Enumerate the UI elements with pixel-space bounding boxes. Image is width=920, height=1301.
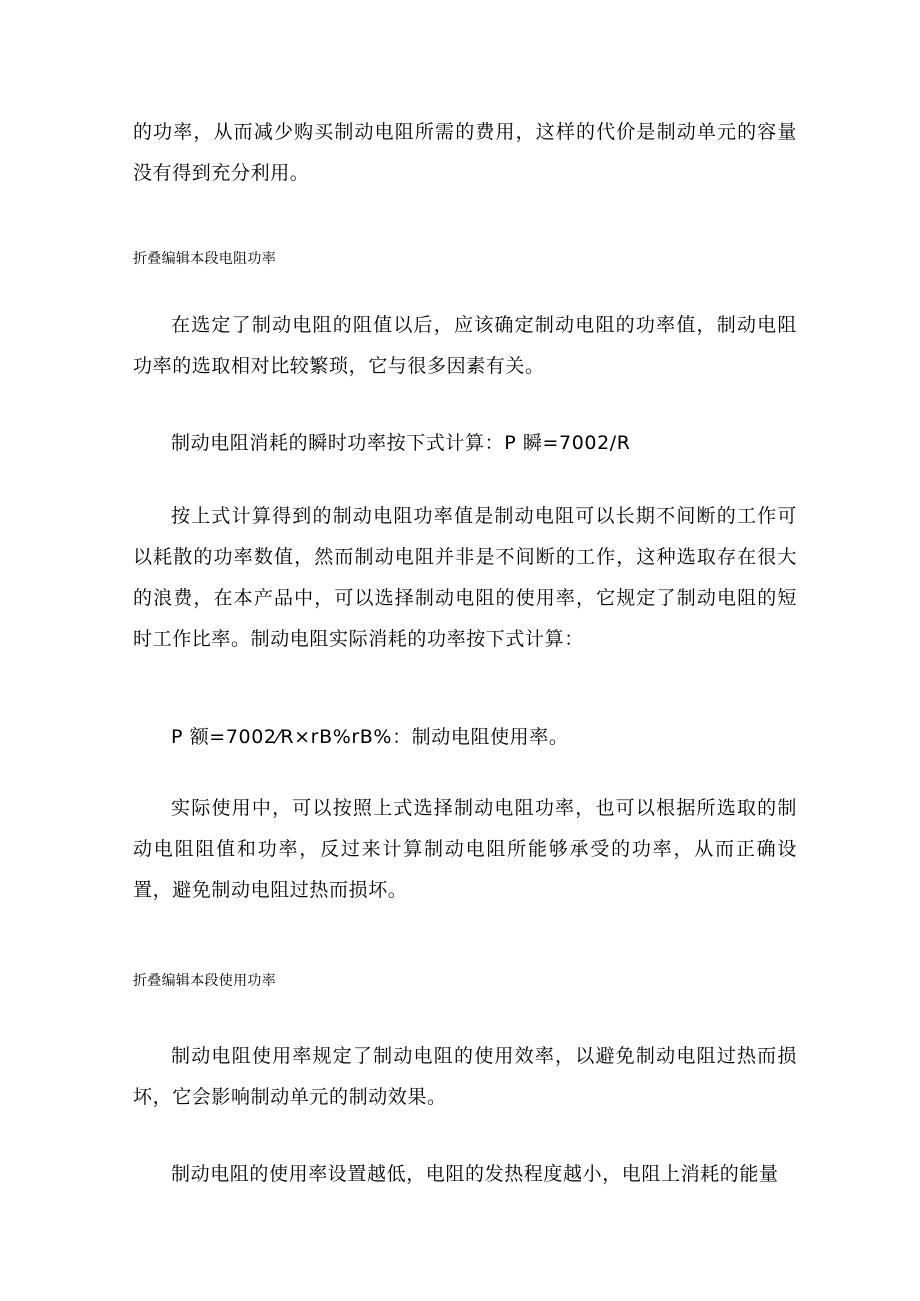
section-heading-usage-power: 折叠编辑本段使用功率	[133, 973, 276, 989]
section-heading-resistor-power: 折叠编辑本段电阻功率	[133, 251, 276, 267]
paragraph-instant-power-formula: 制动电阻消耗的瞬时功率按下式计算：P 瞬=7002/R	[171, 432, 631, 454]
paragraph-rated-power-formula: P 额=7002⁄R×rB%rB%：制动电阻使用率。	[171, 726, 569, 748]
paragraph-power-calculation: 按上式计算得到的制动电阻功率值是制动电阻可以长期不间断的工作可以耗散的功率数值，然而制动电阻并非是不间断的工作，这种选取存在很大的浪费，在本产品中，可以选择制动电阻的使用率，它规定了制动电阻的短时工作比率。制动电阻实际消耗的功率按下式计算：	[133, 505, 797, 650]
paragraph-usage-rate-effect: 制动电阻的使用率设置越低，电阻的发热程度越小，电阻上消耗的能量	[171, 1163, 779, 1185]
paragraph-power-selection: 在选定了制动电阻的阻值以后，应该确定制动电阻的功率值，制动电阻功率的选取相对比较繁琐，它与很多因素有关。	[133, 314, 797, 377]
paragraph-capacity-note: 的功率，从而减少购买制动电阻所需的费用，这样的代价是制动单元的容量没有得到充分利用。	[133, 121, 797, 184]
paragraph-practical-usage: 实际使用中，可以按照上式选择制动电阻功率，也可以根据所选取的制动电阻阻值和功率，反过来计算制动电阻所能够承受的功率，从而正确设置，避免制动电阻过热而损坏。	[133, 797, 797, 901]
paragraph-usage-rate: 制动电阻使用率规定了制动电阻的使用效率，以避免制动电阻过热而损坏，它会影响制动单元的制动效果。	[133, 1045, 797, 1108]
